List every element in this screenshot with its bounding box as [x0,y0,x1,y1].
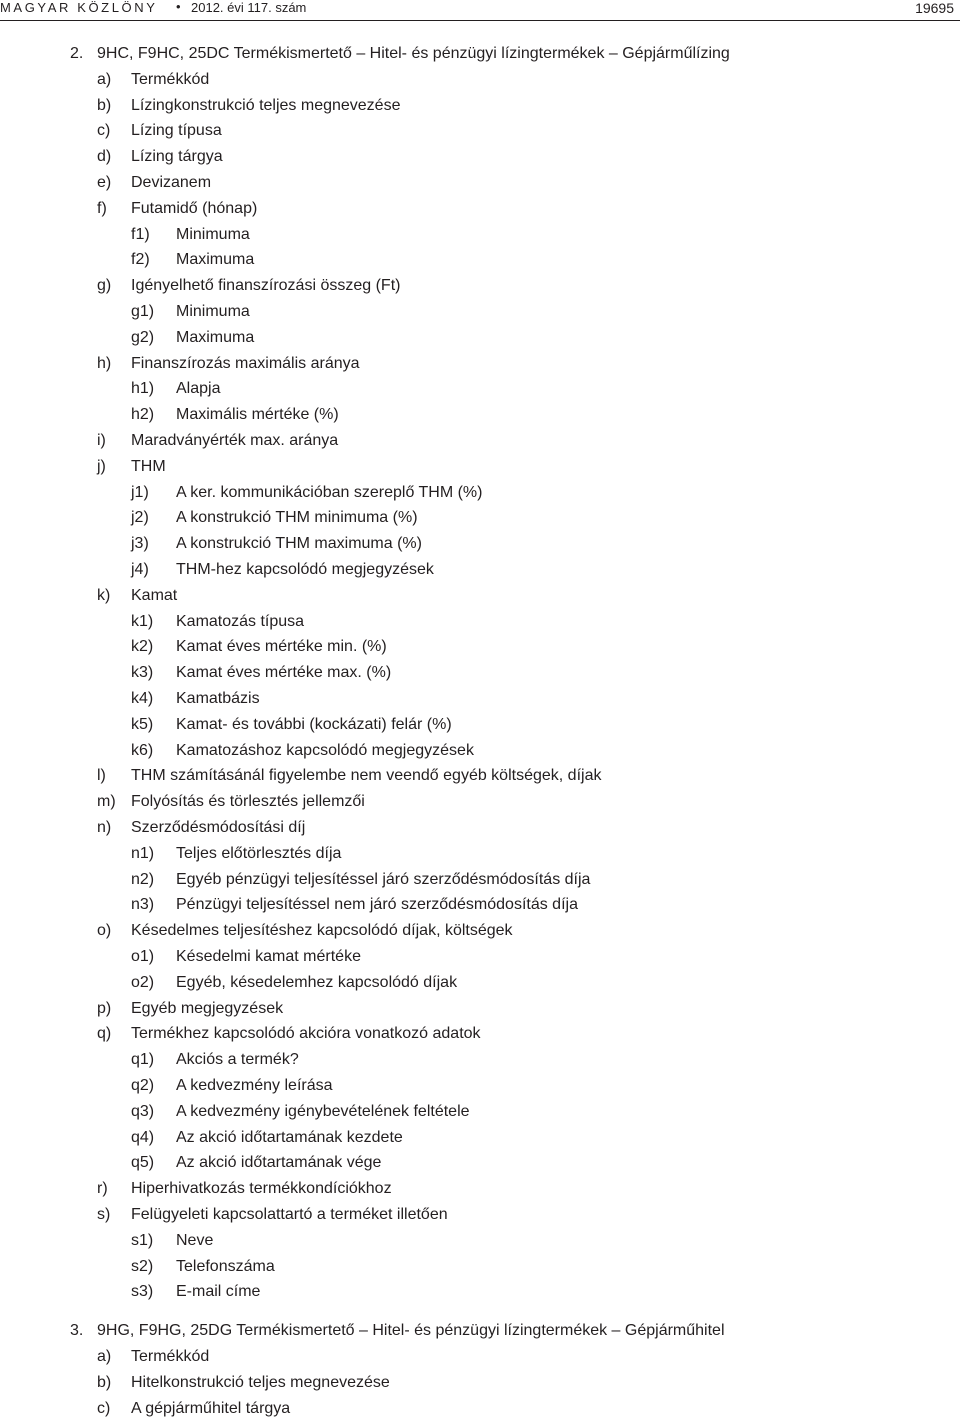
list-item-marker: o) [97,922,112,940]
sub-item-marker: o2) [131,973,155,991]
sub-item-text: Akciós a termék? [176,1051,299,1069]
sub-item-marker: k2) [131,638,154,656]
list-item-marker: m) [97,793,116,811]
list-item-marker: c) [97,122,111,140]
list-item-text: Felügyeleti kapcsolattartó a terméket illetően [131,1206,448,1223]
sub-item-text: Kamatozáshoz kapcsolódó megjegyzések [176,741,474,759]
list-item-text: Lízingkonstrukció teljes megnevezése [131,96,401,114]
sub-item-text: Maximuma [176,251,255,269]
sub-item-text: Az akció időtartamának vége [176,1154,382,1172]
sub-item-text: A konstrukció THM maximuma (%) [176,535,422,553]
sub-item-text: A kedvezmény igénybevételének feltétele [176,1102,470,1120]
issue-label: 2012. évi 117. szám [191,0,307,15]
list-item-marker: f) [97,199,107,217]
sub-item-text: Kamatbázis [176,690,260,707]
sub-item-marker: g1) [131,303,155,320]
list-item-text: Termékhez kapcsolódó akcióra vonatkozó adatok [131,1025,481,1043]
sub-item-text: E-mail címe [176,1283,261,1301]
list-item-marker: n) [97,819,112,836]
sub-item-text: Neve [176,1231,214,1249]
list-item-marker: a) [97,70,112,88]
list-item-marker: i) [97,432,106,449]
sub-item-marker: k5) [131,715,154,733]
list-item-text: Maradványérték max. aránya [131,432,339,449]
section-heading-text: 9HC, F9HC, 25DC Termékismertető – Hitel- és pénzügyi lízingtermékek – Gépjárműlízing [97,45,730,62]
list-item-text: Lízing tárgya [131,148,223,166]
sub-item-text: A ker. kommunikációban szereplő THM (%) [176,483,483,501]
list-item-text: Futamidő (hónap) [131,199,258,217]
list-item-marker: b) [97,1373,112,1391]
sub-item-marker: g2) [131,328,155,346]
list-item-marker: s) [97,1206,111,1223]
list-item-text: Hitelkonstrukció teljes megnevezése [131,1373,390,1391]
sub-item-marker: s3) [131,1283,154,1301]
sub-item-text: Maximuma [176,328,255,346]
sub-item-marker: j1) [131,483,149,501]
sub-item-marker: f2) [131,251,150,269]
sub-item-text: Kamat éves mértéke min. (%) [176,638,387,656]
sub-item-marker: k4) [131,690,154,707]
sub-item-text: Teljes előtörlesztés díja [176,844,342,862]
list-item-marker: h) [97,354,112,372]
sub-item-marker: o1) [131,948,155,965]
journal-title: MAGYAR KÖZLÖNY [0,0,158,15]
sub-item-marker: s2) [131,1257,154,1275]
sub-item-text: Egyéb, késedelemhez kapcsolódó díjak [176,973,458,991]
sub-item-marker: h2) [131,406,155,424]
list-item-marker: q) [97,1025,112,1043]
list-item-text: Szerződésmódosítási díj [131,819,306,836]
sub-item-marker: q4) [131,1128,155,1146]
sub-item-text: Kamat éves mértéke max. (%) [176,664,392,682]
sub-item-marker: s1) [131,1231,154,1249]
sub-item-marker: k3) [131,664,154,682]
list-item-text: THM számításánál figyelembe nem veendő egyéb költségek, díjak [131,767,602,785]
sub-item-text: Maximális mértéke (%) [176,406,339,424]
list-item-text: Termékkód [131,1348,210,1365]
list-item-text: Egyéb megjegyzések [131,999,284,1017]
list-item-marker: b) [97,96,112,114]
list-item-text: Igényelhető finanszírozási összeg (Ft) [131,277,401,295]
sub-item-marker: n2) [131,870,155,888]
sub-item-text: Minimuma [176,225,250,243]
sub-item-text: Kamatozás típusa [176,612,305,630]
sub-item-marker: j2) [131,509,149,527]
sub-item-marker: k1) [131,612,154,630]
list-item-text: Hiperhivatkozás termékkondíciókhoz [131,1180,392,1198]
list-item-text: A gépjárműhitel tárgya [131,1399,291,1417]
list-item-text: Lízing típusa [131,122,222,140]
list-item-text: Finanszírozás maximális aránya [131,354,360,372]
sub-item-text: Az akció időtartamának kezdete [176,1128,403,1146]
sub-item-text: A kedvezmény leírása [176,1077,333,1094]
sub-item-text: Pénzügyi teljesítéssel nem járó szerződésmódosítás díja [176,896,578,914]
sub-item-marker: j4) [131,561,149,578]
list-item-marker: c) [97,1399,111,1417]
sub-item-text: Késedelmi kamat mértéke [176,948,361,965]
sub-item-marker: j3) [131,535,149,553]
header-bullet: • [176,0,181,14]
list-item-marker: g) [97,277,112,295]
sub-item-marker: f1) [131,225,150,243]
list-item-marker: j) [97,457,106,475]
sub-item-marker: q5) [131,1154,155,1172]
sub-item-text: Egyéb pénzügyi teljesítéssel járó szerződésmódosítás díja [176,870,591,888]
section-heading-marker: 3. [70,1322,84,1340]
sub-item-marker: n1) [131,844,155,862]
list-item-marker: r) [97,1180,108,1198]
list-item-text: Folyósítás és törlesztés jellemzői [131,793,365,811]
sub-item-text: Minimuma [176,303,250,320]
section-heading-marker: 2. [70,45,84,62]
sub-item-marker: n3) [131,896,155,914]
list-item-text: Termékkód [131,70,210,88]
sub-item-text: Kamat- és további (kockázati) felár (%) [176,715,452,733]
page-number: 19695 [915,0,954,16]
sub-item-marker: k6) [131,741,154,759]
sub-item-text: Telefonszáma [176,1257,275,1275]
sub-item-marker: q2) [131,1077,155,1094]
sub-item-text: Alapja [176,380,221,398]
list-item-marker: k) [97,586,111,604]
section-heading-text: 9HG, F9HG, 25DG Termékismertető – Hitel- és pénzügyi lízingtermékek – Gépjárműhitel [97,1322,725,1340]
sub-item-text: A konstrukció THM minimuma (%) [176,509,418,527]
sub-item-text: THM-hez kapcsolódó megjegyzések [176,561,434,578]
list-item-text: Kamat [131,586,178,604]
header-rule [0,20,960,21]
list-item-marker: d) [97,148,112,166]
list-item-text: THM [131,457,166,475]
sub-item-marker: q3) [131,1102,155,1120]
list-item-marker: e) [97,174,112,191]
list-item-text: Késedelmes teljesítéshez kapcsolódó díjak, költségek [131,922,513,940]
list-item-text: Devizanem [131,174,212,191]
page-header [0,0,960,22]
list-item-marker: a) [97,1348,112,1365]
sub-item-marker: h1) [131,380,155,398]
list-item-marker: l) [97,767,106,785]
sub-item-marker: q1) [131,1051,155,1069]
list-item-marker: p) [97,999,112,1017]
